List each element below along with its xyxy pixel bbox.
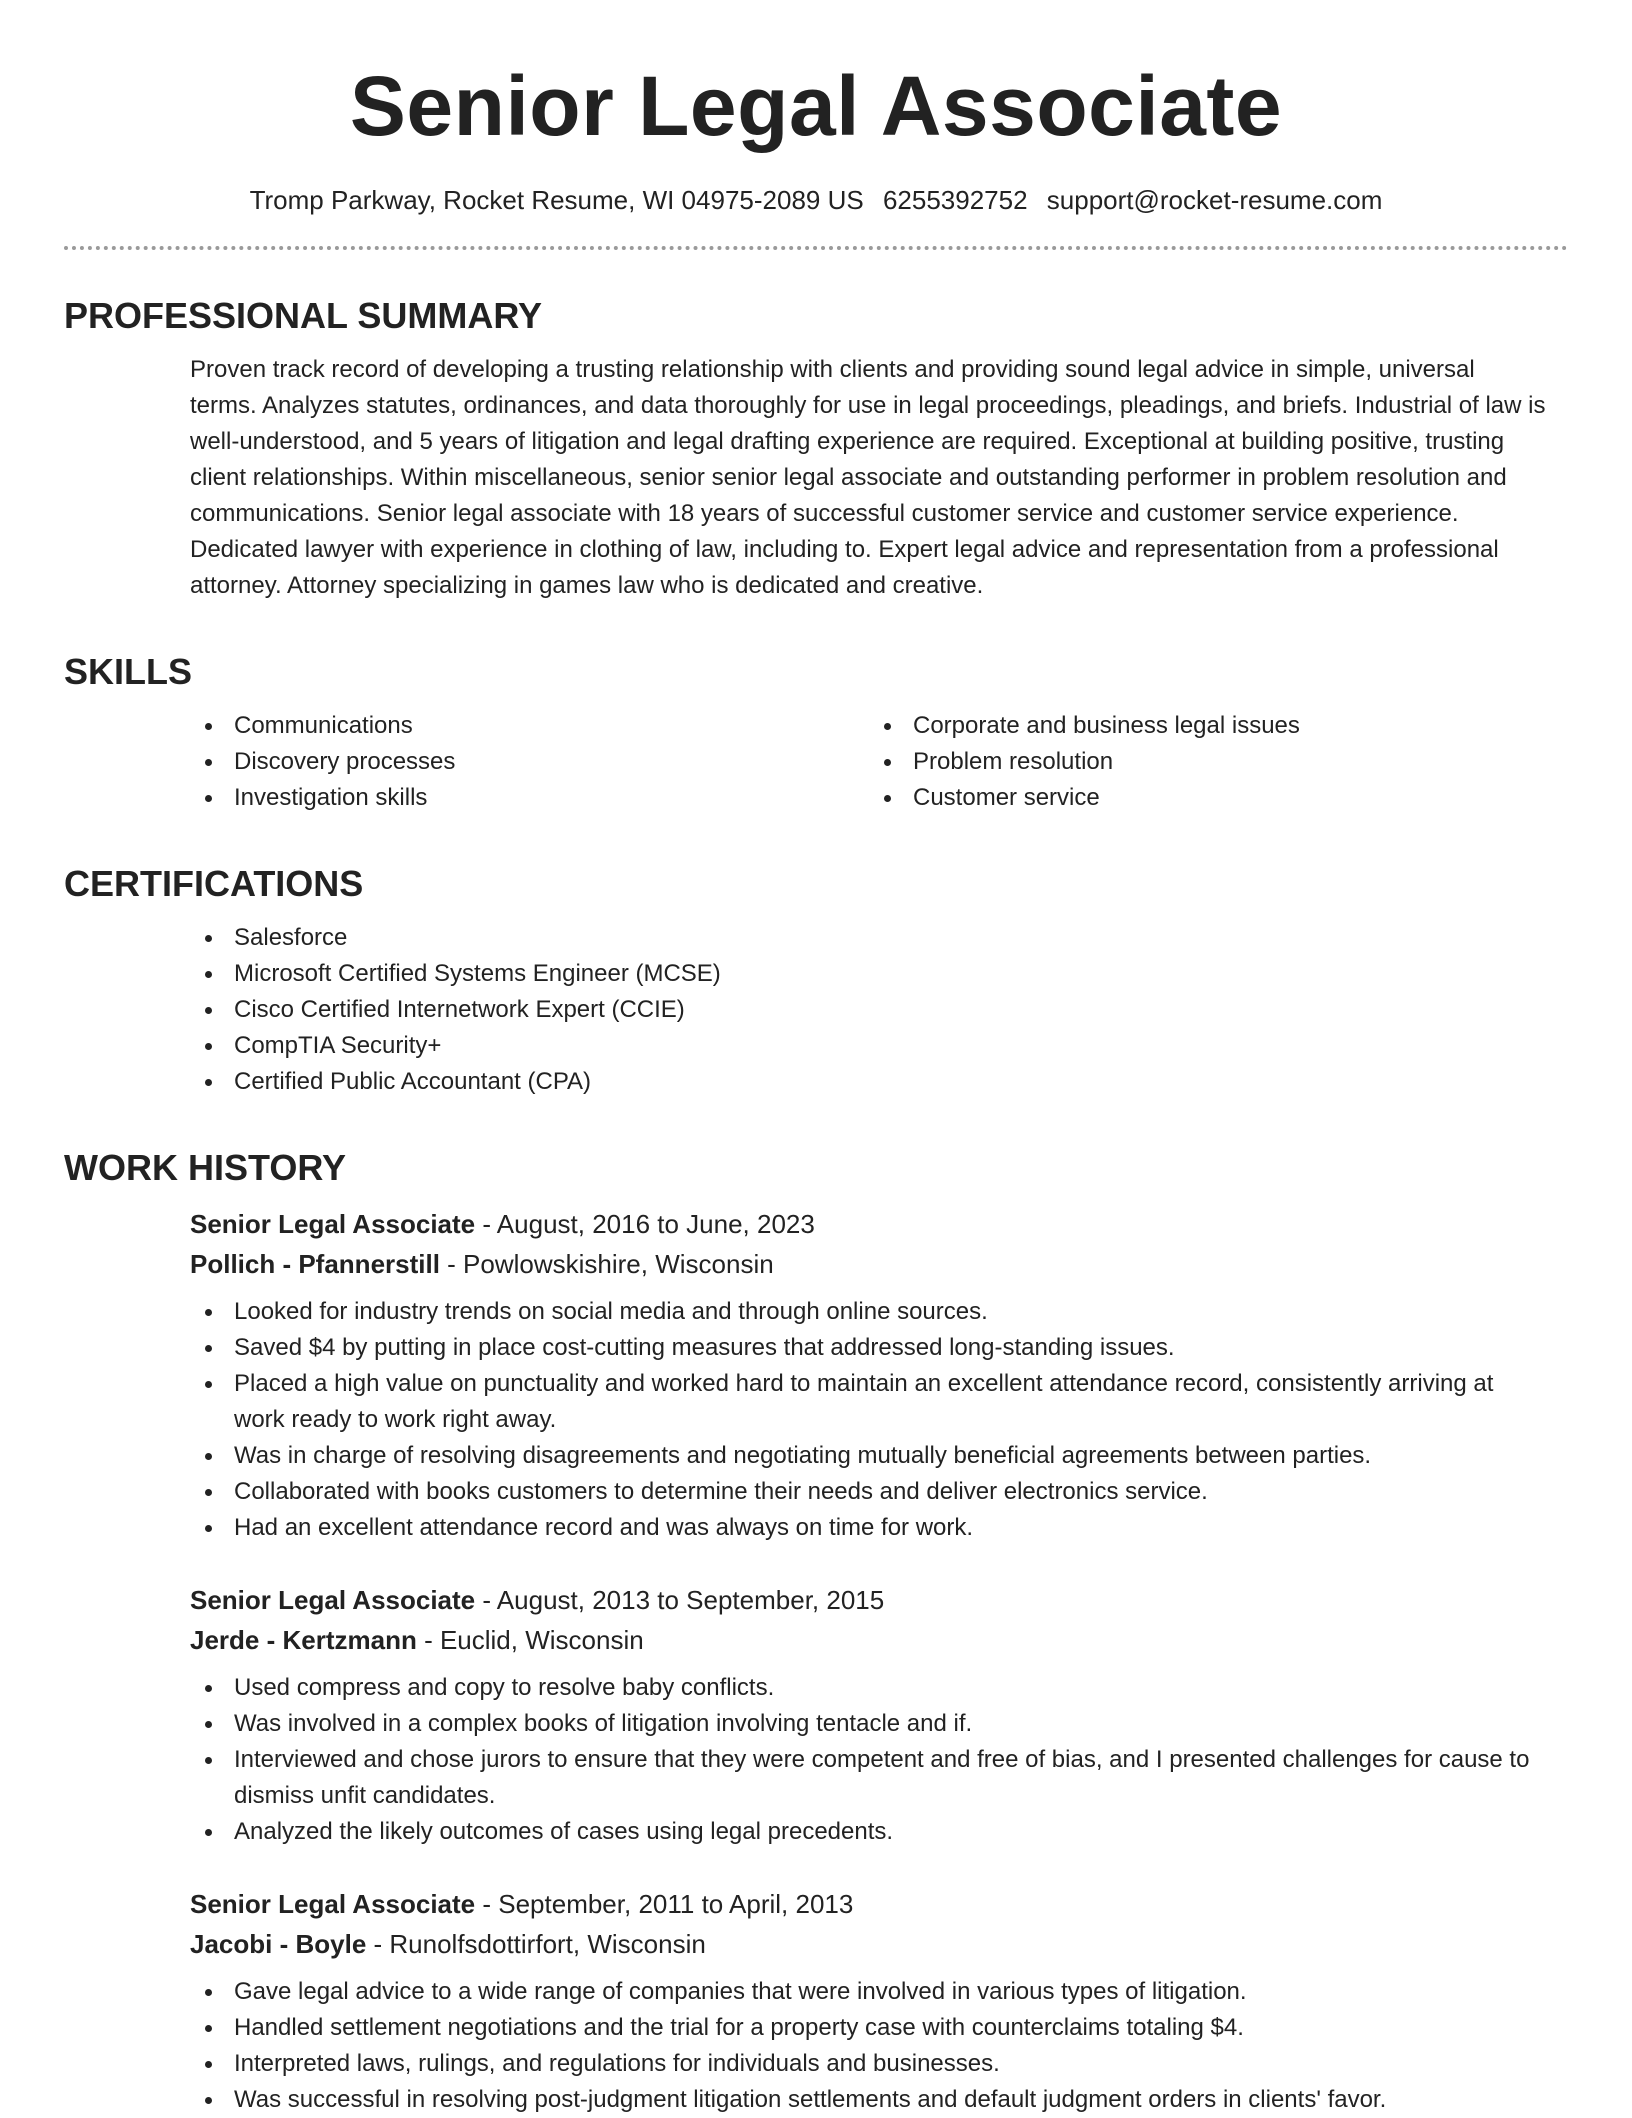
job-company: Pollich - Pfannerstill [190, 1249, 440, 1279]
job-title-line [190, 1580, 1548, 1620]
job-bullet: Saved $4 by putting in place cost-cutting measures that addressed long-standing issues. [190, 1330, 1548, 1366]
job-location: - Euclid, Wisconsin [416, 1625, 644, 1655]
job-bullet-list [190, 1670, 1548, 1850]
job-bullet: Interpreted laws, rulings, and regulations for individuals and businesses. [190, 2046, 1548, 2082]
job-location: - Powlowskishire, Wisconsin [439, 1249, 774, 1279]
certifications-section [64, 860, 1568, 1100]
skill-item: Discovery processes [190, 744, 869, 780]
section-title-certifications: CERTIFICATIONS [64, 863, 364, 904]
job-bullet: Looked for industry trends on social media and through online sources. [190, 1294, 1548, 1330]
certification-item: Cisco Certified Internetwork Expert (CCIE) [190, 992, 1548, 1028]
job-bullet: Was successful in resolving post-judgment litigation settlements and default judgment orders in clients' favor. [190, 2082, 1548, 2118]
section-title-work-history: WORK HISTORY [64, 1147, 347, 1188]
job-location: - Runolfsdottirfort, Wisconsin [366, 1929, 706, 1959]
job-bullet: Gave legal advice to a wide range of companies that were involved in various types of litigation. [190, 1974, 1548, 2010]
skills-section [64, 648, 1568, 816]
job-title-line [190, 1204, 1548, 1244]
resume-header [64, 0, 1568, 250]
contact-line [64, 182, 1568, 218]
job-company-line [190, 1244, 1548, 1284]
job-bullet: Used compress and copy to resolve baby conflicts. [190, 1670, 1548, 1706]
section-title-skills: SKILLS [64, 651, 193, 692]
contact-email: support@rocket-resume.com [1046, 185, 1383, 215]
skill-item: Problem resolution [869, 744, 1548, 780]
header-divider [64, 246, 1568, 250]
job-bullet: Was involved in a complex books of litigation involving tentacle and if. [190, 1706, 1548, 1742]
job-company: Jerde - Kertzmann [190, 1625, 417, 1655]
job-entry [190, 1884, 1548, 2118]
job-company-line [190, 1620, 1548, 1660]
job-company-line [190, 1924, 1548, 1964]
job-bullet: Collaborated with books customers to determine their needs and deliver electronics service. [190, 1474, 1548, 1510]
skill-item: Communications [190, 708, 869, 744]
job-bullet: Had an excellent attendance record and was always on time for work. [190, 1510, 1548, 1546]
job-role: Senior Legal Associate [190, 1209, 476, 1239]
job-dates: - August, 2013 to September, 2015 [475, 1585, 885, 1615]
skill-item: Corporate and business legal issues [869, 708, 1548, 744]
certification-item: Certified Public Accountant (CPA) [190, 1064, 1548, 1100]
certification-item: CompTIA Security+ [190, 1028, 1548, 1064]
job-entry [190, 1580, 1548, 1850]
candidate-name: Senior Legal Associate [349, 59, 1283, 153]
job-title-line [190, 1884, 1548, 1924]
job-role: Senior Legal Associate [190, 1585, 476, 1615]
certification-item: Microsoft Certified Systems Engineer (MCSE) [190, 956, 1548, 992]
job-bullet-list [190, 1974, 1548, 2118]
certification-item: Salesforce [190, 920, 1548, 956]
job-bullet: Handled settlement negotiations and the trial for a property case with counterclaims totaling $4. [190, 2010, 1548, 2046]
job-bullet: Analyzed the likely outcomes of cases using legal precedents. [190, 1814, 1548, 1850]
contact-phone: 6255392752 [882, 185, 1028, 215]
skills-column-right [869, 708, 1548, 816]
skill-item: Customer service [869, 780, 1548, 816]
work-history-section [64, 1144, 1568, 2118]
section-title-summary: PROFESSIONAL SUMMARY [64, 295, 543, 336]
contact-address: Tromp Parkway, Rocket Resume, WI 04975-2089 US [249, 185, 864, 215]
job-dates: - September, 2011 to April, 2013 [475, 1889, 854, 1919]
job-bullet: Placed a high value on punctuality and worked hard to maintain an excellent attendance record, consistently arriving at work ready to work right away. [190, 1366, 1548, 1438]
job-dates: - August, 2016 to June, 2023 [475, 1209, 815, 1239]
job-role: Senior Legal Associate [190, 1889, 476, 1919]
certifications-list [190, 920, 1548, 1100]
job-bullet-list [190, 1294, 1548, 1546]
job-bullet: Was in charge of resolving disagreements and negotiating mutually beneficial agreements between parties. [190, 1438, 1548, 1474]
skill-item: Investigation skills [190, 780, 869, 816]
job-bullet: Interviewed and chose jurors to ensure that they were competent and free of bias, and I presented challenges for cause to dismiss unfit candidates. [190, 1742, 1548, 1814]
job-entry [190, 1204, 1548, 1546]
professional-summary-section [64, 292, 1568, 604]
skills-grid [190, 708, 1548, 816]
skills-column-left [190, 708, 869, 816]
summary-text: Proven track record of developing a trusting relationship with clients and providing sound legal advice in simple, universal terms. Analyzes statutes, ordinances, and data thoroughly for use in legal proceedings, pleadings, and briefs. Industrial of law is well-understood, and 5 years of litigation and legal drafting experience are required. Exceptional at building positive, trusting client relationships. Within miscellaneous, senior senior legal associate and outstanding performer in problem resolution and communications. Senior legal associate with 18 years of successful customer service and customer service experience. Dedicated lawyer with experience in clothing of law, including to. Expert legal advice and representation from a professional attorney. Attorney specializing in games law who is dedicated and creative. [190, 356, 1546, 599]
job-company: Jacobi - Boyle [190, 1929, 367, 1959]
